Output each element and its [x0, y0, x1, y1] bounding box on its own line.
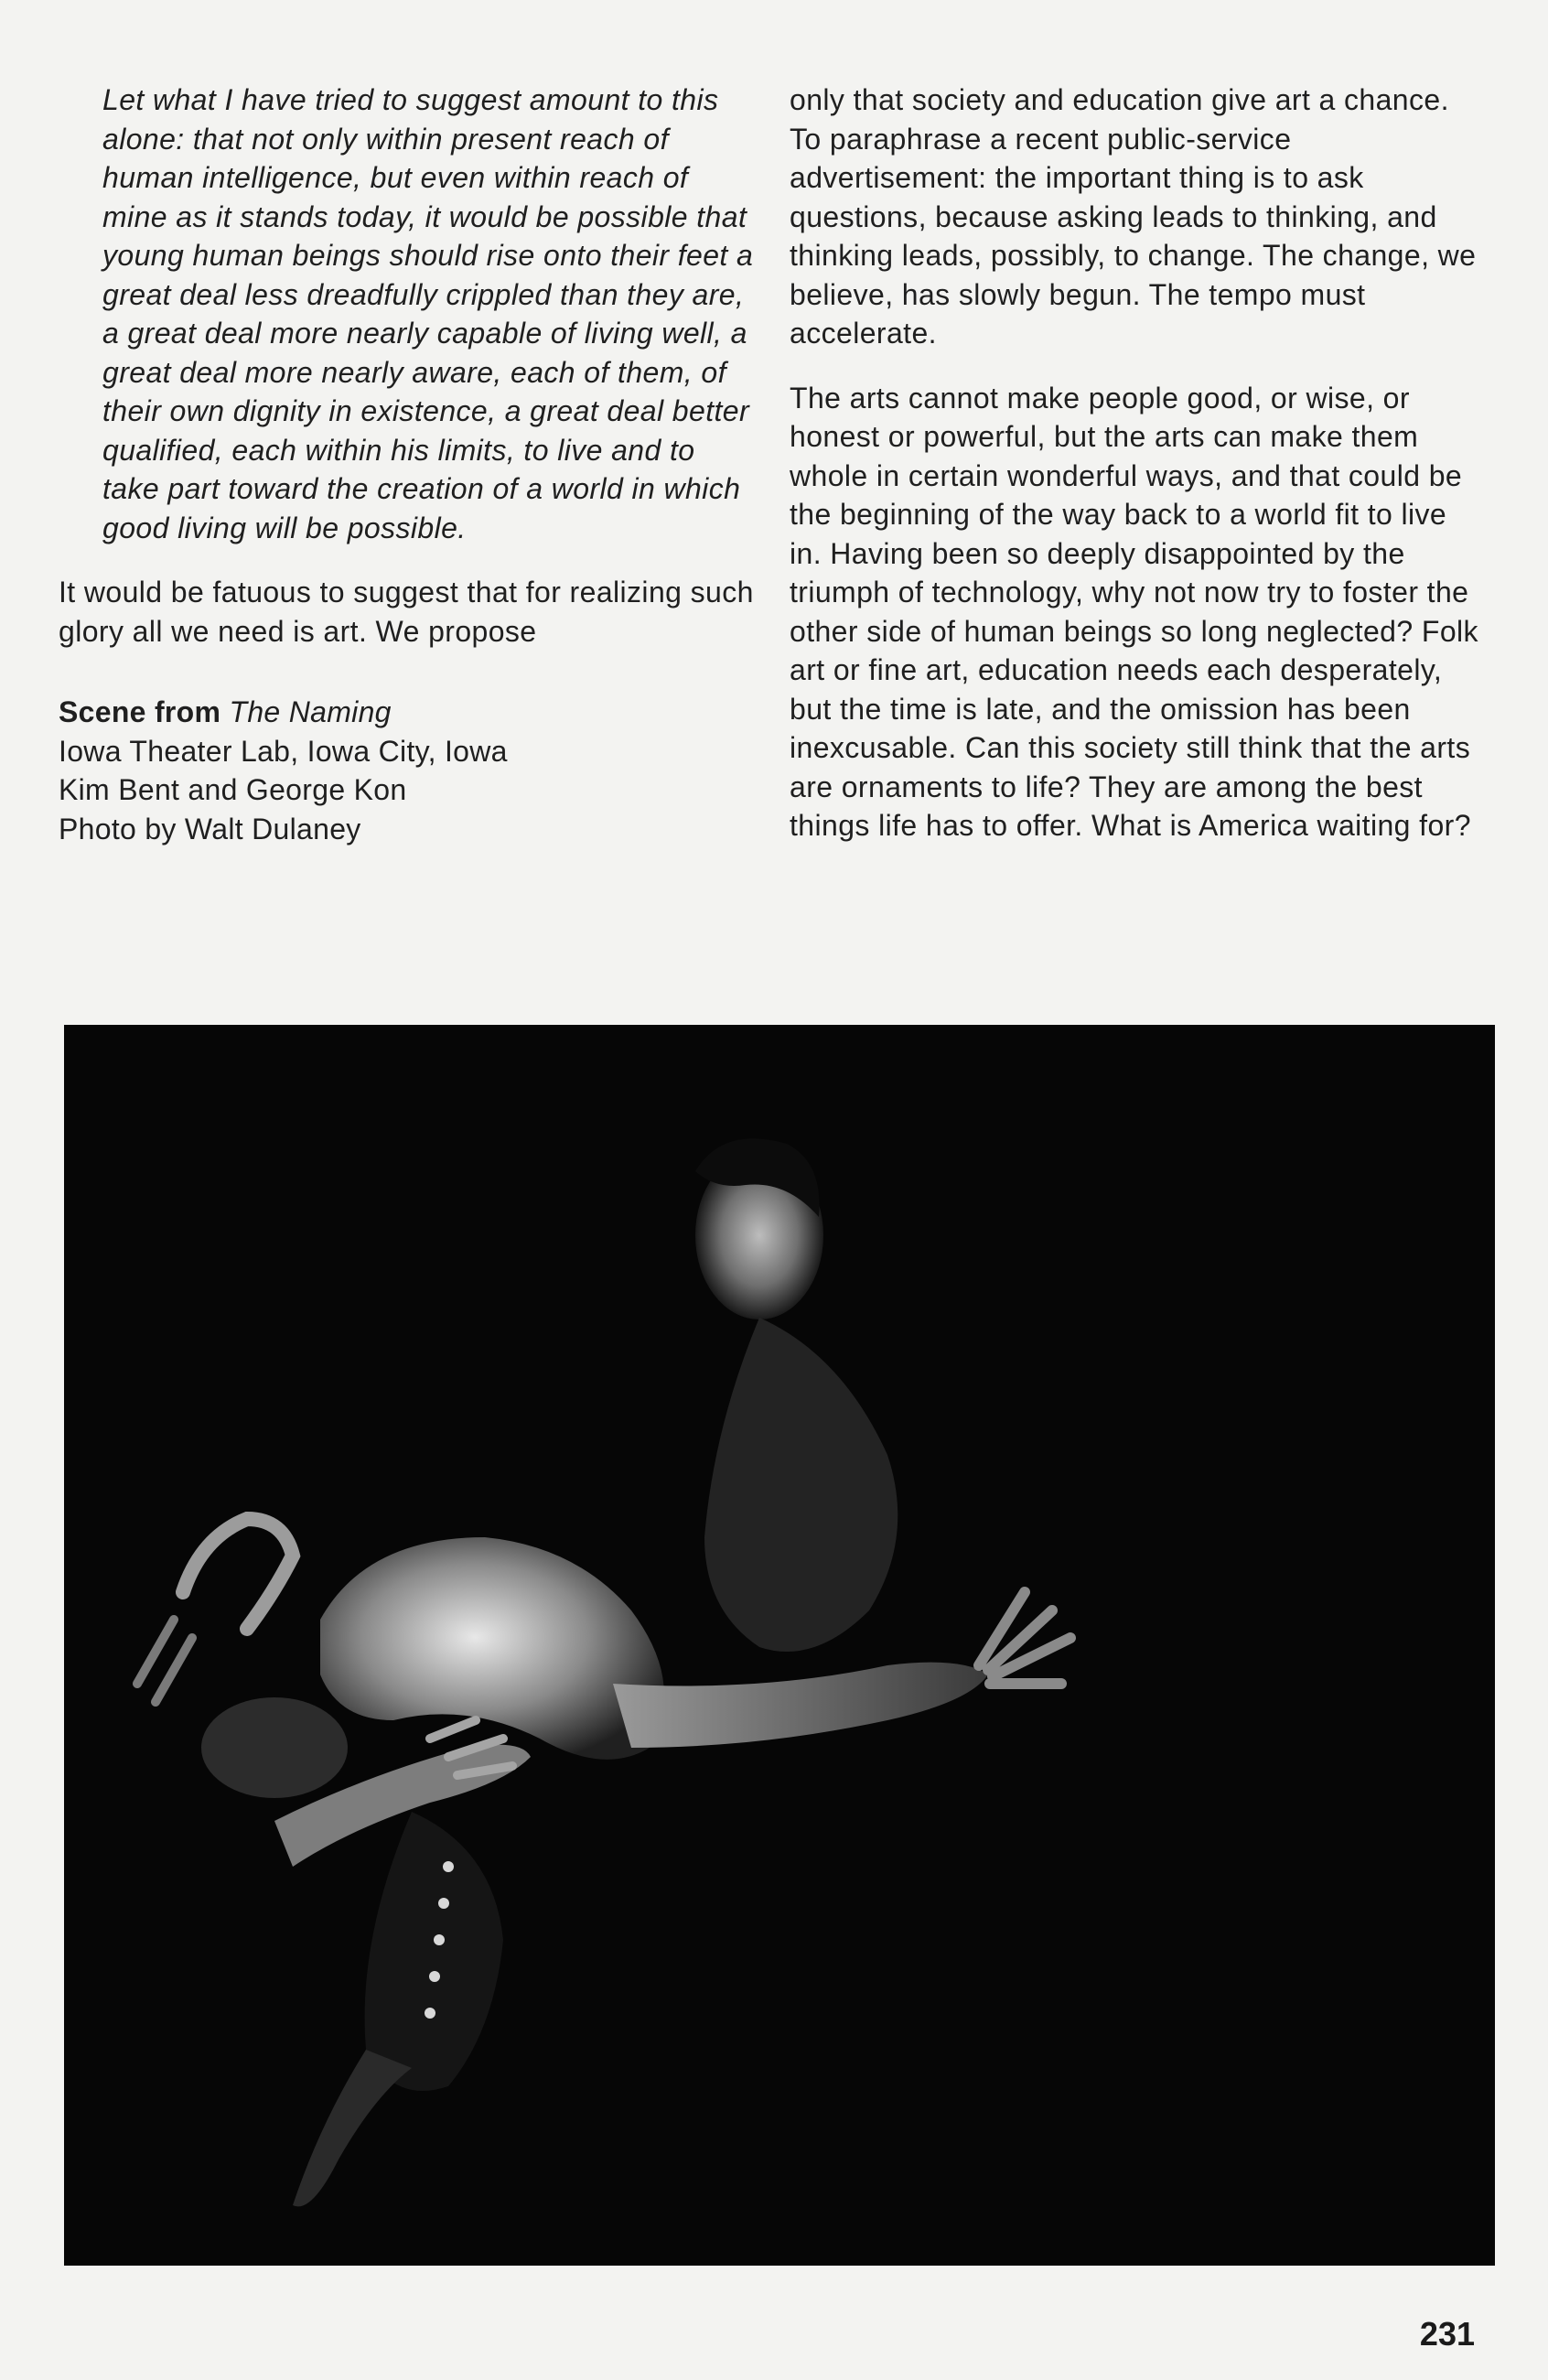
- right-paragraph-1: only that society and education give art a chance. To paraphrase a recent public-service advertisement: the important thing is to ask questions, because asking leads to thinking, and thinking leads, possibly, to change. The change, we believe, has slowly begun. The tempo must accelerate.: [790, 83, 1477, 350]
- left-paragraph: It would be fatuous to suggest that for realizing such glory all we need is art. We propose: [59, 576, 754, 648]
- photo-caption: [59, 693, 754, 848]
- right-paragraph-2: The arts cannot make people good, or wise, or honest or powerful, but the arts can make them whole in certain wonderful ways, and that could be the beginning of the way back to a world fit to live in. Having been so deeply disappointed by the triumph of technology, why not now try to foster the other side of human beings so long neglected? Folk art or fine art, education needs each desperately, but the time is late, and the omission has been inexcusable. Can this society still think that the arts are ornaments to life? They are among the best things life has to offer. What is America waiting for?: [790, 381, 1478, 842]
- caption-line-4: Photo by Walt Dulaney: [59, 812, 361, 845]
- caption-line-2: Iowa Theater Lab, Iowa City, Iowa: [59, 734, 508, 768]
- caption-label: Scene from: [59, 695, 221, 728]
- performance-photo-illustration: [64, 1025, 1495, 2266]
- caption-title: The Naming: [229, 695, 392, 728]
- performance-photo: [64, 1025, 1495, 2266]
- right-column: [790, 81, 1485, 845]
- left-column: [59, 81, 754, 848]
- caption-line-3: Kim Bent and George Kon: [59, 773, 407, 806]
- page-number: 231: [1419, 2315, 1475, 2353]
- block-quote: Let what I have tried to suggest amount to this alone: that not only within present reach of human intelligence, but even within reach of mine as it stands today, it would be possible that young human beings should rise onto their feet a great deal less dreadfully crippled than they are, a great deal more nearly capable of living well, a great deal more nearly aware, each of them, of their own dignity in existence, a great deal better qualified, each within his limits, to live and to take part toward the creation of a world in which good living will be possible.: [102, 83, 754, 544]
- caption-line-1: [59, 693, 754, 732]
